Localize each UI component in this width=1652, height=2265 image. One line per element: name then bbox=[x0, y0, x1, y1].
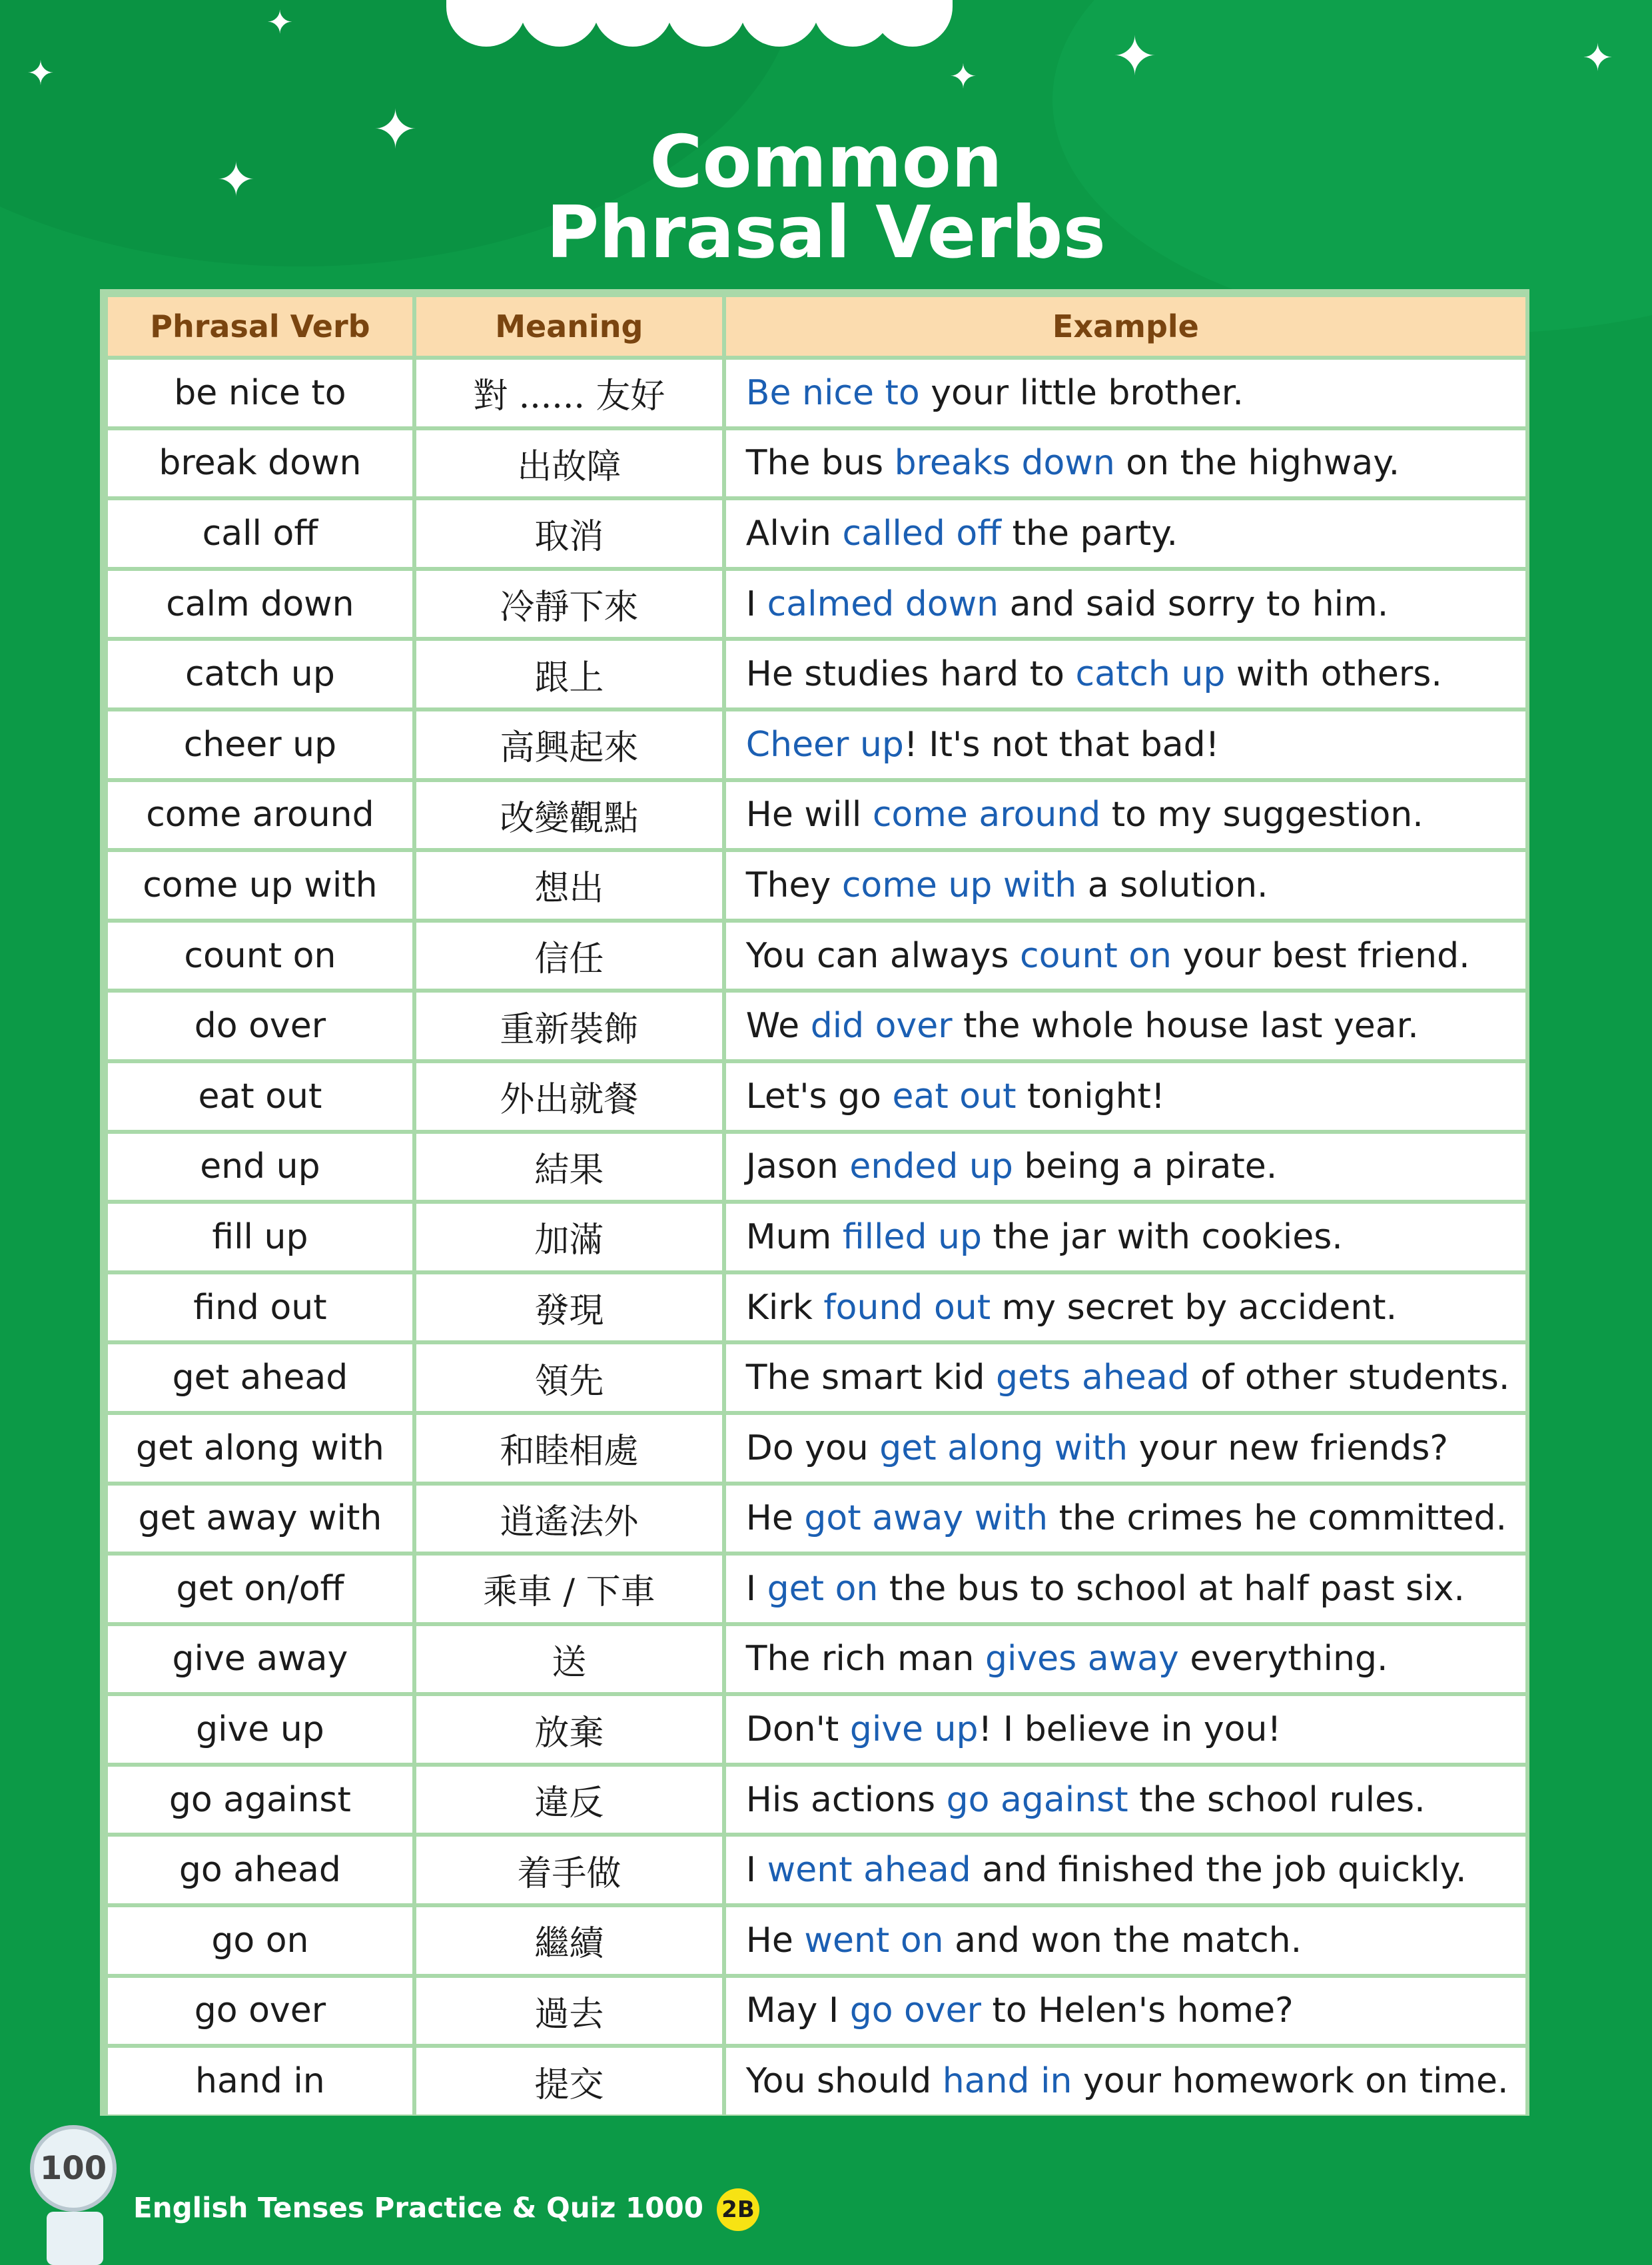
example-cell bbox=[726, 1837, 1525, 1903]
example-cell bbox=[726, 430, 1525, 497]
example-cell bbox=[726, 1344, 1525, 1411]
table-header bbox=[108, 297, 1525, 356]
meaning-cell: 出故障 bbox=[416, 430, 722, 497]
example-text: my secret by accident. bbox=[991, 1287, 1398, 1328]
example-text: and finished the job quickly. bbox=[971, 1850, 1467, 1891]
example-cell bbox=[726, 2048, 1525, 2114]
example-cell bbox=[726, 923, 1525, 989]
highlighted-verb: give up bbox=[849, 1709, 979, 1750]
highlighted-verb: go against bbox=[946, 1779, 1128, 1820]
table-row bbox=[108, 1978, 1525, 2044]
highlighted-verb: count on bbox=[1020, 935, 1172, 976]
example-text: Kirk bbox=[745, 1287, 824, 1328]
example-text: I bbox=[745, 584, 767, 624]
phrasal-verb-cell: get on/off bbox=[108, 1556, 412, 1622]
example-text: The smart kid bbox=[745, 1358, 997, 1398]
highlighted-verb: calmed down bbox=[767, 584, 999, 624]
table-row bbox=[108, 2048, 1525, 2114]
phrasal-verb-cell: give up bbox=[108, 1696, 412, 1763]
highlighted-verb: catch up bbox=[1075, 654, 1226, 695]
example-text: on the highway. bbox=[1114, 443, 1400, 484]
example-cell bbox=[726, 1556, 1525, 1622]
phrasal-verb-cell: break down bbox=[108, 430, 412, 497]
meaning-cell: 信任 bbox=[416, 923, 722, 989]
highlighted-verb: hand in bbox=[942, 2061, 1072, 2102]
example-text: your little brother. bbox=[919, 372, 1244, 413]
example-text: a solution. bbox=[1076, 865, 1268, 905]
example-text: ! It's not that bad! bbox=[903, 724, 1220, 765]
example-text: He will bbox=[745, 795, 873, 835]
example-cell bbox=[726, 641, 1525, 707]
example-text: He bbox=[745, 1498, 805, 1539]
example-cell bbox=[726, 1274, 1525, 1341]
highlighted-verb: went on bbox=[804, 1920, 944, 1961]
example-text: your homework on time. bbox=[1072, 2061, 1509, 2102]
meaning-cell: 提交 bbox=[416, 2048, 722, 2114]
phrasal-verb-cell: give away bbox=[108, 1626, 412, 1693]
example-cell bbox=[726, 711, 1525, 778]
table-row bbox=[108, 923, 1525, 989]
example-text: of other students. bbox=[1189, 1358, 1510, 1398]
example-text: We bbox=[745, 1006, 811, 1047]
table-row bbox=[108, 500, 1525, 567]
meaning-cell: 違反 bbox=[416, 1767, 722, 1833]
meaning-cell: 重新裝飾 bbox=[416, 993, 722, 1059]
example-text: Mum bbox=[745, 1216, 843, 1257]
meaning-cell: 領先 bbox=[416, 1344, 722, 1411]
example-text: the whole house last year. bbox=[952, 1006, 1419, 1047]
example-text: the bus to school at half past six. bbox=[878, 1568, 1465, 1609]
example-text: The rich man bbox=[745, 1639, 985, 1679]
example-cell bbox=[726, 1626, 1525, 1693]
table-row bbox=[108, 430, 1525, 497]
meaning-cell: 放棄 bbox=[416, 1696, 722, 1763]
example-text: You can always bbox=[745, 935, 1020, 976]
example-text: Let's go bbox=[745, 1076, 893, 1117]
example-cell bbox=[726, 500, 1525, 567]
cloud-decoration bbox=[446, 0, 946, 47]
highlighted-verb: get on bbox=[767, 1568, 879, 1609]
star-icon: ✦ bbox=[949, 57, 977, 96]
meaning-cell: 取消 bbox=[416, 500, 722, 567]
example-text: I bbox=[745, 1568, 767, 1609]
phrasal-verb-cell: eat out bbox=[108, 1063, 412, 1130]
phrasal-verb-cell: calm down bbox=[108, 571, 412, 638]
example-text: the jar with cookies. bbox=[981, 1216, 1343, 1257]
phrasal-verb-cell: do over bbox=[108, 993, 412, 1059]
phrasal-verb-cell: get ahead bbox=[108, 1344, 412, 1411]
phrasal-verb-cell: count on bbox=[108, 923, 412, 989]
table-row bbox=[108, 1626, 1525, 1693]
example-text: Do you bbox=[745, 1428, 880, 1468]
example-text: I bbox=[745, 1850, 767, 1891]
table-row bbox=[108, 1344, 1525, 1411]
phrasal-verb-cell: come around bbox=[108, 782, 412, 849]
example-cell bbox=[726, 782, 1525, 849]
meaning-cell: 逍遙法外 bbox=[416, 1486, 722, 1552]
meaning-cell: 發現 bbox=[416, 1274, 722, 1341]
highlighted-verb: breaks down bbox=[894, 443, 1115, 484]
meaning-cell: 過去 bbox=[416, 1978, 722, 2044]
table-row bbox=[108, 1415, 1525, 1482]
table-row bbox=[108, 1767, 1525, 1833]
table-row bbox=[108, 852, 1525, 919]
book-title: English Tenses Practice & Quiz 1000 bbox=[133, 2191, 703, 2224]
table-row bbox=[108, 1204, 1525, 1270]
star-icon: ✦ bbox=[27, 54, 55, 93]
table-row bbox=[108, 711, 1525, 778]
highlighted-verb: called off bbox=[842, 513, 1002, 554]
meaning-cell: 跟上 bbox=[416, 641, 722, 707]
meaning-cell: 繼續 bbox=[416, 1907, 722, 1974]
example-text: Alvin bbox=[745, 513, 843, 554]
meaning-cell: 對 ...... 友好 bbox=[416, 360, 722, 426]
phrasal-verb-cell: cheer up bbox=[108, 711, 412, 778]
meaning-cell: 着手做 bbox=[416, 1837, 722, 1903]
example-text: the party. bbox=[1001, 513, 1178, 554]
highlighted-verb: Cheer up bbox=[745, 724, 904, 765]
table-row bbox=[108, 1274, 1525, 1341]
highlighted-verb: filled up bbox=[842, 1216, 982, 1257]
example-cell bbox=[726, 360, 1525, 426]
table-row bbox=[108, 782, 1525, 849]
example-text: being a pirate. bbox=[1013, 1146, 1278, 1187]
meaning-cell: 冷靜下來 bbox=[416, 571, 722, 638]
phrasal-verb-cell: hand in bbox=[108, 2048, 412, 2114]
page-title: Phrasal Verbs bbox=[546, 191, 1106, 274]
star-icon: ✦ bbox=[1112, 25, 1158, 87]
phrasal-verb-cell: end up bbox=[108, 1134, 412, 1200]
highlighted-verb: went ahead bbox=[767, 1850, 971, 1891]
highlighted-verb: eat out bbox=[892, 1076, 1017, 1117]
highlighted-verb: gets ahead bbox=[996, 1358, 1190, 1398]
highlighted-verb: go over bbox=[849, 1991, 982, 2031]
meaning-cell: 加滿 bbox=[416, 1204, 722, 1270]
example-text: and said sorry to him. bbox=[999, 584, 1389, 624]
table-row bbox=[108, 1486, 1525, 1552]
example-cell bbox=[726, 1134, 1525, 1200]
example-text: He bbox=[745, 1920, 805, 1961]
phrasal-verb-cell: go on bbox=[108, 1907, 412, 1974]
example-text: the school rules. bbox=[1128, 1779, 1426, 1820]
star-icon: ✦ bbox=[373, 99, 418, 161]
table-row bbox=[108, 1134, 1525, 1200]
example-cell bbox=[726, 1767, 1525, 1833]
highlighted-verb: did over bbox=[810, 1006, 953, 1047]
table-row bbox=[108, 1556, 1525, 1622]
column-header: Meaning bbox=[416, 297, 722, 356]
example-text: the crimes he committed. bbox=[1048, 1498, 1507, 1539]
phrasal-verb-cell: find out bbox=[108, 1274, 412, 1341]
example-text: your best friend. bbox=[1172, 935, 1470, 976]
example-cell bbox=[726, 1486, 1525, 1552]
table-row bbox=[108, 360, 1525, 426]
example-text: Jason bbox=[745, 1146, 850, 1187]
example-text: to Helen's home? bbox=[981, 1991, 1294, 2031]
page-number: 100 bbox=[30, 2125, 117, 2212]
example-cell bbox=[726, 1696, 1525, 1763]
example-cell bbox=[726, 1907, 1525, 1974]
example-cell bbox=[726, 1063, 1525, 1130]
highlighted-verb: found out bbox=[823, 1287, 991, 1328]
highlighted-verb: got away with bbox=[804, 1498, 1048, 1539]
phrasal-verb-cell: go against bbox=[108, 1767, 412, 1833]
example-text: everything. bbox=[1178, 1639, 1388, 1679]
table-row bbox=[108, 1063, 1525, 1130]
column-header: Example bbox=[726, 297, 1525, 356]
meaning-cell: 高興起來 bbox=[416, 711, 722, 778]
meaning-cell: 改變觀點 bbox=[416, 782, 722, 849]
highlighted-verb: ended up bbox=[849, 1146, 1013, 1187]
highlighted-verb: Be nice to bbox=[745, 372, 920, 413]
page-title: Common bbox=[649, 121, 1003, 204]
example-text: They bbox=[745, 865, 842, 905]
column-header: Phrasal Verb bbox=[108, 297, 412, 356]
example-cell bbox=[726, 993, 1525, 1059]
star-icon: ✦ bbox=[266, 4, 294, 41]
example-text: tonight! bbox=[1016, 1076, 1165, 1117]
phrasal-verb-cell: get along with bbox=[108, 1415, 412, 1482]
example-text: May I bbox=[745, 1991, 850, 2031]
example-text: and won the match. bbox=[943, 1920, 1302, 1961]
table-row bbox=[108, 1837, 1525, 1903]
highlighted-verb: get along with bbox=[879, 1428, 1128, 1468]
phrasal-verb-cell: come up with bbox=[108, 852, 412, 919]
highlighted-verb: gives away bbox=[985, 1639, 1179, 1679]
footer bbox=[133, 2188, 759, 2231]
example-cell bbox=[726, 1415, 1525, 1482]
example-text: Don't bbox=[745, 1709, 850, 1750]
example-text: The bus bbox=[745, 443, 895, 484]
meaning-cell: 結果 bbox=[416, 1134, 722, 1200]
example-cell bbox=[726, 1978, 1525, 2044]
meaning-cell: 外出就餐 bbox=[416, 1063, 722, 1130]
star-icon: ✦ bbox=[1582, 37, 1613, 80]
highlighted-verb: come up with bbox=[841, 865, 1077, 905]
example-cell bbox=[726, 1204, 1525, 1270]
level-badge: 2B bbox=[717, 2188, 759, 2231]
phrasal-verb-cell: go over bbox=[108, 1978, 412, 2044]
table-row bbox=[108, 641, 1525, 707]
phrasal-verb-cell: fill up bbox=[108, 1204, 412, 1270]
example-text: to my suggestion. bbox=[1100, 795, 1424, 835]
table-row bbox=[108, 1907, 1525, 1974]
meaning-cell: 乘車 / 下車 bbox=[416, 1556, 722, 1622]
phrasal-verb-cell: get away with bbox=[108, 1486, 412, 1552]
robot-mascot bbox=[30, 2125, 120, 2258]
example-cell bbox=[726, 571, 1525, 638]
table-row bbox=[108, 571, 1525, 638]
phrasal-verbs-table bbox=[100, 289, 1529, 2116]
meaning-cell: 想出 bbox=[416, 852, 722, 919]
meaning-cell: 送 bbox=[416, 1626, 722, 1693]
example-cell bbox=[726, 852, 1525, 919]
phrasal-verb-cell: catch up bbox=[108, 641, 412, 707]
phrasal-verb-cell: call off bbox=[108, 500, 412, 567]
table-row bbox=[108, 993, 1525, 1059]
meaning-cell: 和睦相處 bbox=[416, 1415, 722, 1482]
phrasal-verb-cell: go ahead bbox=[108, 1837, 412, 1903]
star-icon: ✦ bbox=[216, 153, 256, 207]
example-text: He studies hard to bbox=[745, 654, 1076, 695]
example-text: His actions bbox=[745, 1779, 947, 1820]
table-row bbox=[108, 1696, 1525, 1763]
example-text: ! I believe in you! bbox=[978, 1709, 1282, 1750]
example-text: with others. bbox=[1225, 654, 1442, 695]
example-text: You should bbox=[745, 2061, 943, 2102]
phrasal-verb-cell: be nice to bbox=[108, 360, 412, 426]
example-text: your new friends? bbox=[1128, 1428, 1448, 1468]
highlighted-verb: come around bbox=[872, 795, 1101, 835]
